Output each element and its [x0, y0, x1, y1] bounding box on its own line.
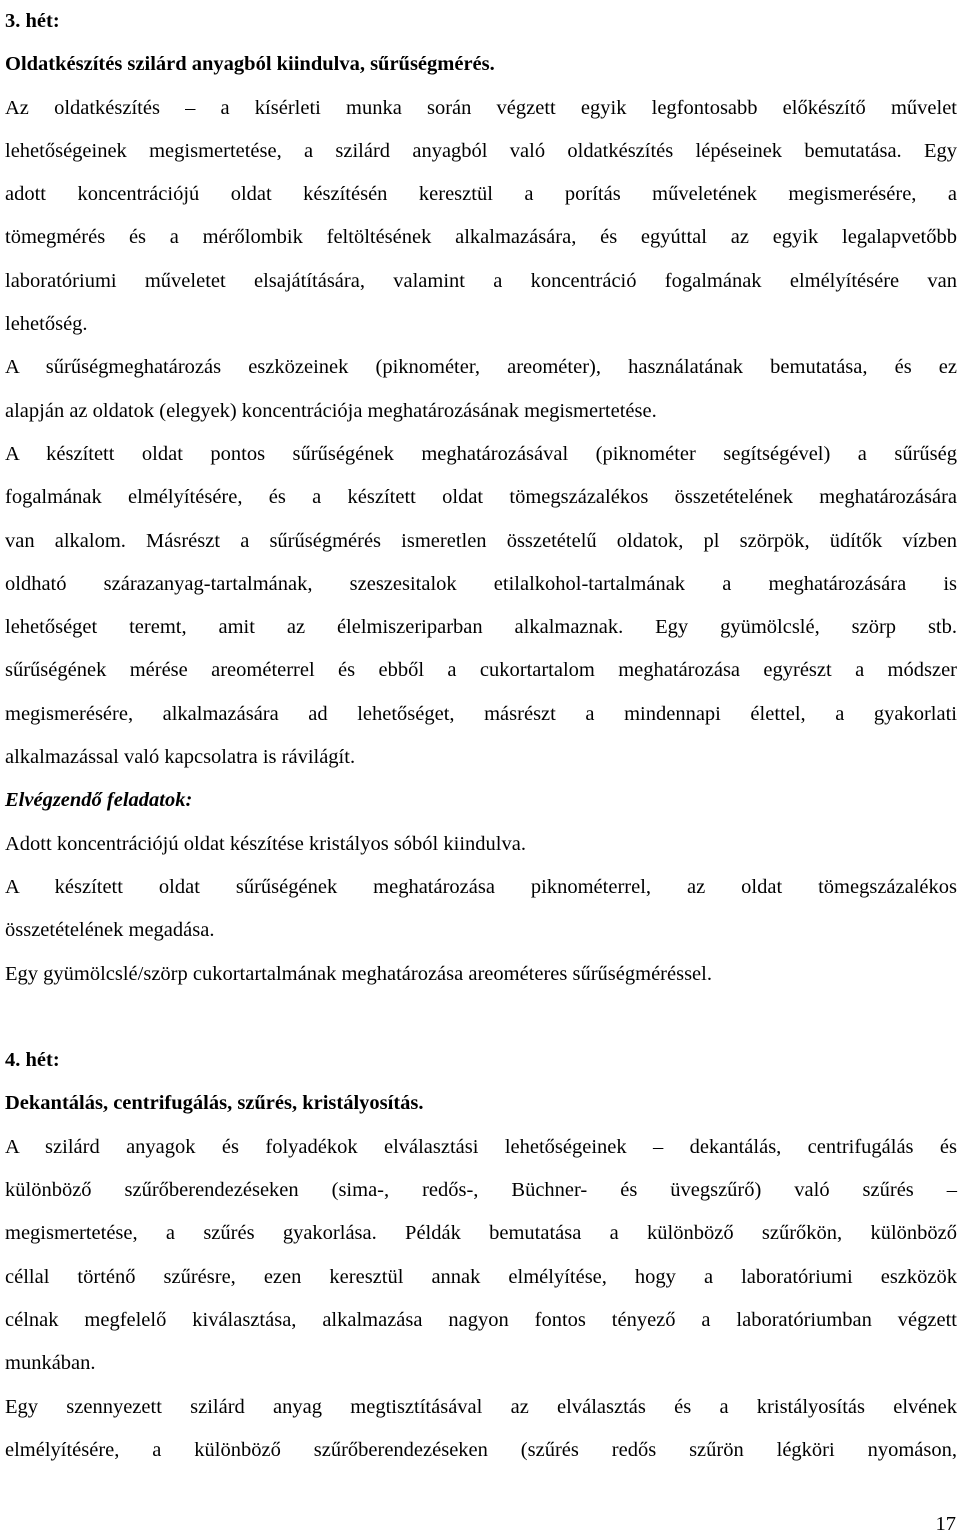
tasks-heading: Elvégzendő feladatok:	[5, 789, 193, 812]
text-line: céllal történő szűrésre, ezen keresztül annak elmélyítése, hogy a laboratóriumi eszközök	[5, 1265, 957, 1288]
section-4-heading: 4. hét:	[5, 1049, 60, 1072]
text-line: Egy szennyezett szilárd anyag megtisztításával az elválasztás és a kristályosítás elvének	[5, 1395, 957, 1418]
text-line: megismerésére, alkalmazására ad lehetőséget, másrészt a mindennapi élettel, a gyakorlati	[5, 702, 957, 725]
text-line: munkában.	[5, 1352, 96, 1375]
text-line: A sűrűségmeghatározás eszközeinek (piknométer, areométer), használatának bemutatása, és ez	[5, 356, 957, 379]
text-line: különböző szűrőberendezéseken (sima-, redős-, Büchner- és üvegszűrő) való szűrés –	[5, 1179, 957, 1202]
text-line: Az oldatkészítés – a kísérleti munka során végzett egyik legfontosabb előkészítő művelet	[5, 96, 957, 119]
text-line: laboratóriumi műveletet elsajátítására, valamint a koncentráció fogalmának elmélyítésére van	[5, 269, 957, 292]
text-line: alkalmazással való kapcsolatra is rávilágít.	[5, 746, 356, 769]
section-spacer	[5, 996, 957, 1039]
text-line: fogalmának elmélyítésére, és a készített oldat tömegszázalékos összetételének meghatározására	[5, 486, 957, 509]
text-line: A készített oldat sűrűségének meghatározása piknométerrel, az oldat tömegszázalékos	[5, 875, 957, 898]
section-3-paragraph-1	[5, 87, 957, 347]
text-line: tömegmérés és a mérőlombik feltöltésének alkalmazására, és egyúttal az egyik legalapvetőbb	[5, 226, 957, 249]
text-line: összetételének megadása.	[5, 919, 215, 942]
section-4-title: Dekantálás, centrifugálás, szűrés, kristályosítás.	[5, 1092, 424, 1115]
text-line: lehetőséget teremt, amit az élelmiszeriparban alkalmaznak. Egy gyümölcslé, szörp stb.	[5, 616, 957, 639]
text-line: van alkalom. Másrészt a sűrűségmérés ismeretlen összetételű oldatok, pl szörpök, üdítők vízben	[5, 529, 957, 552]
task-item: Adott koncentrációjú oldat készítése kristályos sóból kiindulva.	[5, 832, 526, 855]
task-item: Egy gyümölcslé/szörp cukortartalmának meghatározása areométeres sűrűségméréssel.	[5, 962, 712, 985]
section-3-paragraph-2	[5, 346, 957, 433]
page-number: 17	[935, 1513, 956, 1535]
text-line: A szilárd anyagok és folyadékok elválasztási lehetőségeinek – dekantálás, centrifugálás és	[5, 1135, 957, 1158]
text-line: A készített oldat pontos sűrűségének meghatározásával (piknométer segítségével) a sűrűség	[5, 442, 957, 465]
section-3-heading: 3. hét:	[5, 10, 60, 32]
text-line: lehetőségeinek megismertetése, a szilárd anyagból való oldatkészítés lépéseinek bemutatása. Egy	[5, 139, 957, 162]
text-line: adott koncentrációjú oldat készítésén keresztül a porítás műveletének megismerésére, a	[5, 183, 957, 206]
document-page	[5, 0, 957, 1472]
text-line: elmélyítésére, a különböző szűrőberendezéseken (szűrés redős szűrön légköri nyomáson,	[5, 1438, 957, 1461]
section-4-paragraph-2	[5, 1386, 957, 1473]
text-line: oldható szárazanyag-tartalmának, szeszesitalok etilalkohol-tartalmának a meghatározására is	[5, 572, 957, 595]
section-3-paragraph-3	[5, 433, 957, 779]
task-item	[5, 866, 957, 953]
text-line: megismertetése, a szűrés gyakorlása. Példák bemutatása a különböző szűrőkön, különböző	[5, 1222, 957, 1245]
text-line: sűrűségének mérése areométerrel és ebből a cukortartalom meghatározása egyrészt a módszer	[5, 659, 957, 682]
text-line: lehetőség.	[5, 313, 88, 336]
section-4-paragraph-1	[5, 1126, 957, 1386]
section-3-title: Oldatkészítés szilárd anyagból kiindulva, sűrűségmérés.	[5, 53, 495, 76]
text-line: célnak megfelelő kiválasztása, alkalmazása nagyon fontos tényező a laboratóriumban végzett	[5, 1308, 957, 1331]
text-line: alapján az oldatok (elegyek) koncentrációja meghatározásának megismertetése.	[5, 399, 657, 422]
